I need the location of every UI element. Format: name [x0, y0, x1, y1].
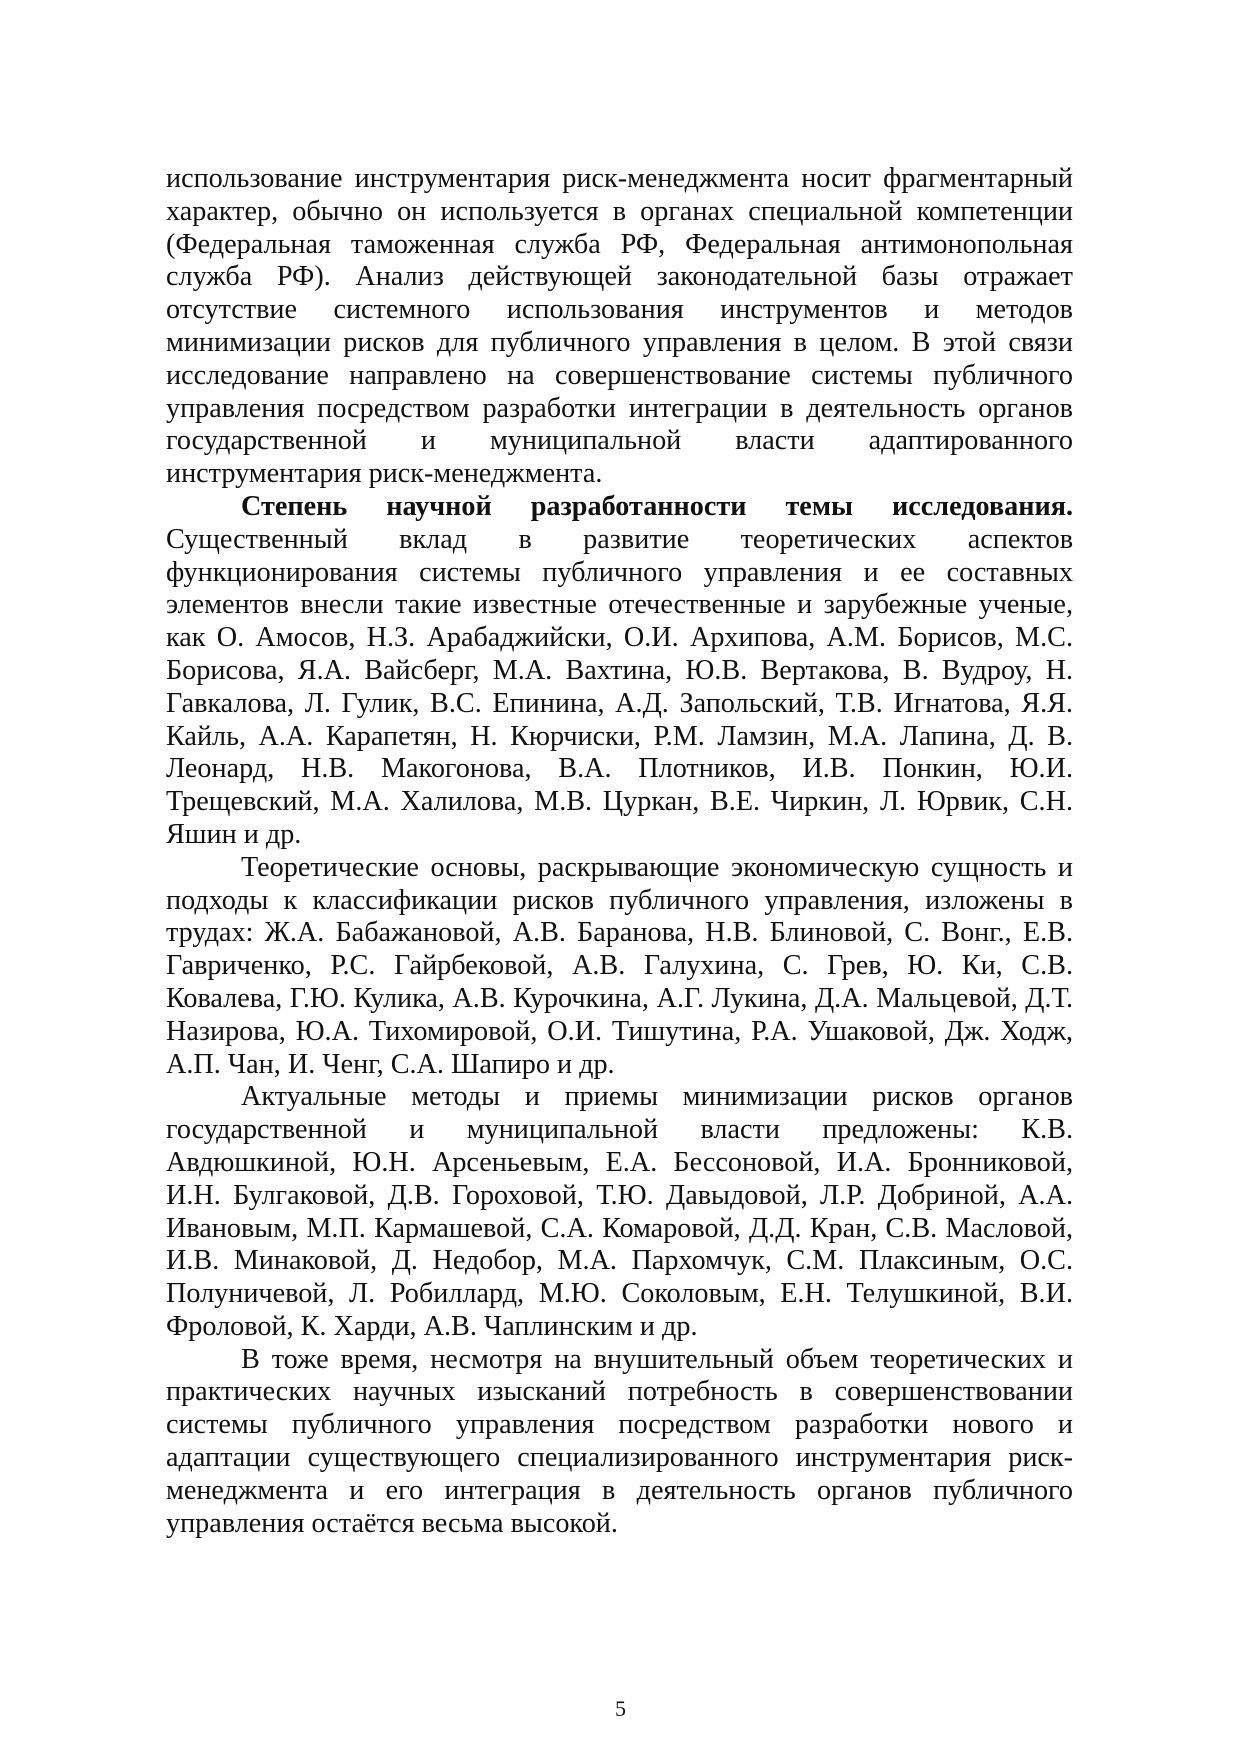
paragraph-text: Актуальные методы и приемы минимизации рисков органов государственной и муниципальной власти предложены: К.В. Авдюшкиной, Ю.Н. Арсеньевым, Е.А. Бессоновой, И.А. Бронниковой, И.Н. Булгаковой, Д.В. Гороховой, Т.Ю. Давыдовой, Л.Р. Добриной, А.А. Ивановым, М.П. Кармашевой, С.А. Комаровой, Д.Д. Кран, С.В. Масловой, И.В. Минаковой, Д. Недобор, М.А. Пархомчук, С.М. Плаксиным, О.С. Полуничевой, Л. Робиллард, М.Ю. Соколовым, Е.Н. Телушкиной, В.И. Фроловой, К. Харди, А.В. Чаплинским и др. — [166, 1081, 1073, 1342]
paragraph-methods — [166, 1081, 1073, 1343]
page-number: 5 — [615, 1696, 626, 1721]
paragraph-text: Теоретические основы, раскрывающие экономическую сущность и подходы к классификации рисков публичного управления, изложены в трудах: Ж.А. Бабажановой, А.В. Баранова, Н.В. Блиновой, С. Вонг., Е.В. Гавриченко, Р.С. Гайрбековой, А.В. Галухина, С. Грев, Ю. Ки, С.В. Ковалева, Г.Ю. Кулика, А.В. Курочкина, А.Г. Лукина, Д.А. Мальцевой, Д.Т. Назирова, Ю.А. Тихомировой, О.И. Тишутина, Р.А. Ушаковой, Дж. Ходж, А.П. Чан, И. Ченг, С.А. Шапиро и др. — [166, 851, 1073, 1080]
paragraph-conclusion — [166, 1344, 1073, 1541]
paragraph-text: Существенный вклад в развитие теоретических аспектов функционирования системы публичного управления и ее составных элементов внесли такие известные отечественные и зарубежные ученые, как О. Амосов, Н.З. Арабаджийски, О.И. Архипова, А.М. Борисов, М.С. Борисова, Я.А. Вайсберг, М.А. Вахтина, Ю.В. Вертакова, В. Вудроу, Н. Гавкалова, Л. Гулик, В.С. Епинина, А.Д. Запольский, Т.В. Игнатова, Я.Я. Кайль, А.А. Карапетян, Н. Кюрчиски, Р.М. Ламзин, М.А. Лапина, Д. В. Леонард, Н.В. Макогонова, В.А. Плотников, И.В. Понкин, Ю.И. Трещевский, М.А. Халилова, М.В. Цуркан, В.Е. Чиркин, Л. Юрвик, С.Н. Яшин и др. — [166, 523, 1073, 850]
document-body — [166, 163, 1073, 1540]
paragraph-research-degree — [166, 491, 1073, 852]
paragraph-intro-continuation — [166, 163, 1073, 491]
section-heading-research-degree: Степень научной разработанности темы исследования. — [241, 490, 1073, 522]
paragraph-text: В тоже время, несмотря на внушительный объем теоретических и практических научных изысканий потребность в совершенствовании системы публичного управления посредством разработки нового и адаптации существующего специализированного инструментария риск-менеджмента и его интеграция в деятельность органов публичного управления остаётся весьма высокой. — [166, 1343, 1073, 1539]
paragraph-theoretical-foundations — [166, 852, 1073, 1082]
paragraph-text: использование инструментария риск-менеджмента носит фрагментарный характер, обычно он используется в органах специальной компетенции (Федеральная таможенная служба РФ, Федеральная антимонопольная служба РФ). Анализ действующей законодательной базы отражает отсутствие системного использования инструментов и методов минимизации рисков для публичного управления в целом. В этой связи исследование направлено на совершенствование системы публичного управления посредством разработки интеграции в деятельность органов государственной и муниципальной власти адаптированного инструментария риск-менеджмента. — [166, 163, 1073, 490]
